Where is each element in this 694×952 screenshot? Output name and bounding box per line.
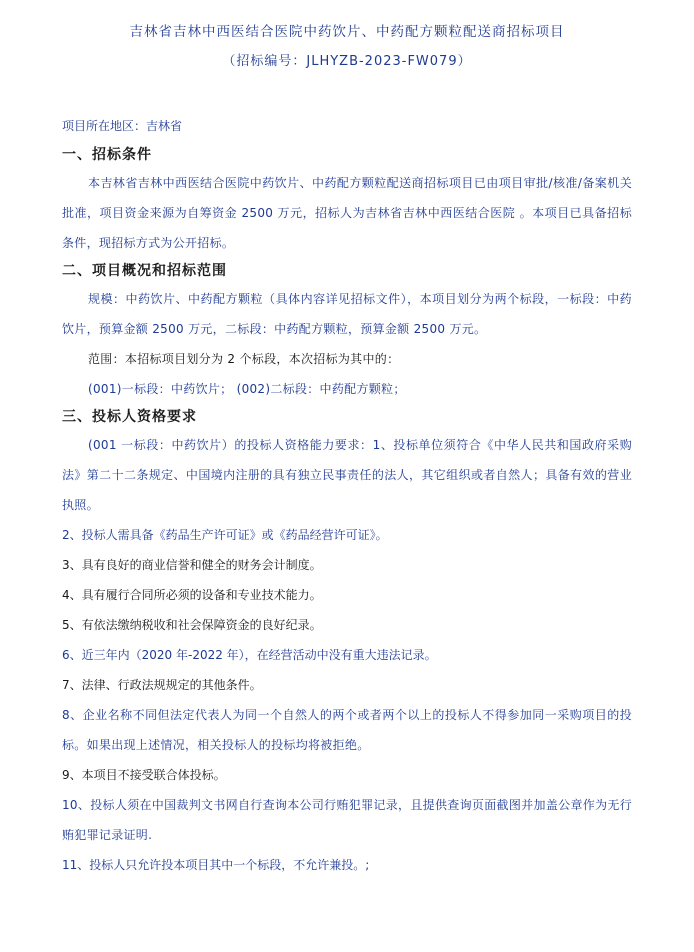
section-heading-tender-conditions: 一、招标条件 <box>62 147 152 163</box>
list-item: 3、具有良好的商业信誉和健全的财务会计制度。 <box>62 558 322 572</box>
list-item: 6、近三年内（2020 年-2022 年），在经营活动中没有重大违法记录。 <box>62 648 437 662</box>
list-item: 10、投标人须在中国裁判文书网自行查询本公司行贿犯罪记录，且提供查询页面截图并加盖公章作为无行贿犯罪记录证明. <box>62 798 632 842</box>
paragraph-tender-conditions: 本吉林省吉林中西医结合医院中药饮片、中药配方颗粒配送商招标项目已由项目审批/核准/备案机关批准，项目资金来源为自筹资金 2500 万元，招标人为吉林省吉林中西医结合医院 。本项目已具备招标条件，现招标方式为公开招标。 <box>62 176 632 250</box>
list-item: 8、企业名称不同但法定代表人为同一个自然人的两个或者两个以上的投标人不得参加同一采购项目的投标。如果出现上述情况，相关投标人的投标均将被拒绝。 <box>62 708 632 752</box>
list-item: 7、法律、行政法规规定的其他条件。 <box>62 678 262 692</box>
list-item: 4、具有履行合同所必须的设备和专业技术能力。 <box>62 588 322 602</box>
project-region: 项目所在地区：吉林省 <box>62 119 183 133</box>
list-item: 5、有依法缴纳税收和社会保障资金的良好纪录。 <box>62 618 322 632</box>
paragraph-qualification-intro: (001 一标段：中药饮片）的投标人资格能力要求：1、投标单位须符合《中华人民共和国政府采购法》第二十二条规定、中国境内注册的具有独立民事责任的法人，其它组织或者自然人；具备有效的营业执照。 <box>62 438 632 512</box>
list-item: 9、本项目不接受联合体投标。 <box>62 768 226 782</box>
paragraph-scope: 范围：本招标项目划分为 2 个标段，本次招标为其中的： <box>88 352 400 366</box>
list-item: 2、投标人需具备《药品生产许可证》或《药品经营许可证》。 <box>62 528 388 542</box>
tender-code: （招标编号：JLHYZB-2023-FW079） <box>222 54 472 69</box>
section-heading-bidder-qualifications: 三、投标人资格要求 <box>62 409 197 425</box>
paragraph-lots: (001)一标段：中药饮片； (002)二标段：中药配方颗粒； <box>88 382 406 396</box>
section-heading-project-overview: 二、项目概况和招标范围 <box>62 263 227 279</box>
paragraph-scale: 规模：中药饮片、中药配方颗粒（具体内容详见招标文件），本项目划分为两个标段，一标段：中药饮片，预算金额 2500 万元，二标段：中药配方颗粒，预算金额 2500 万元。 <box>62 292 632 336</box>
document-title: 吉林省吉林中西医结合医院中药饮片、中药配方颗粒配送商招标项目 <box>129 24 565 40</box>
list-item: 11、投标人只允许投本项目其中一个标段，不允许兼投。; <box>62 858 370 872</box>
